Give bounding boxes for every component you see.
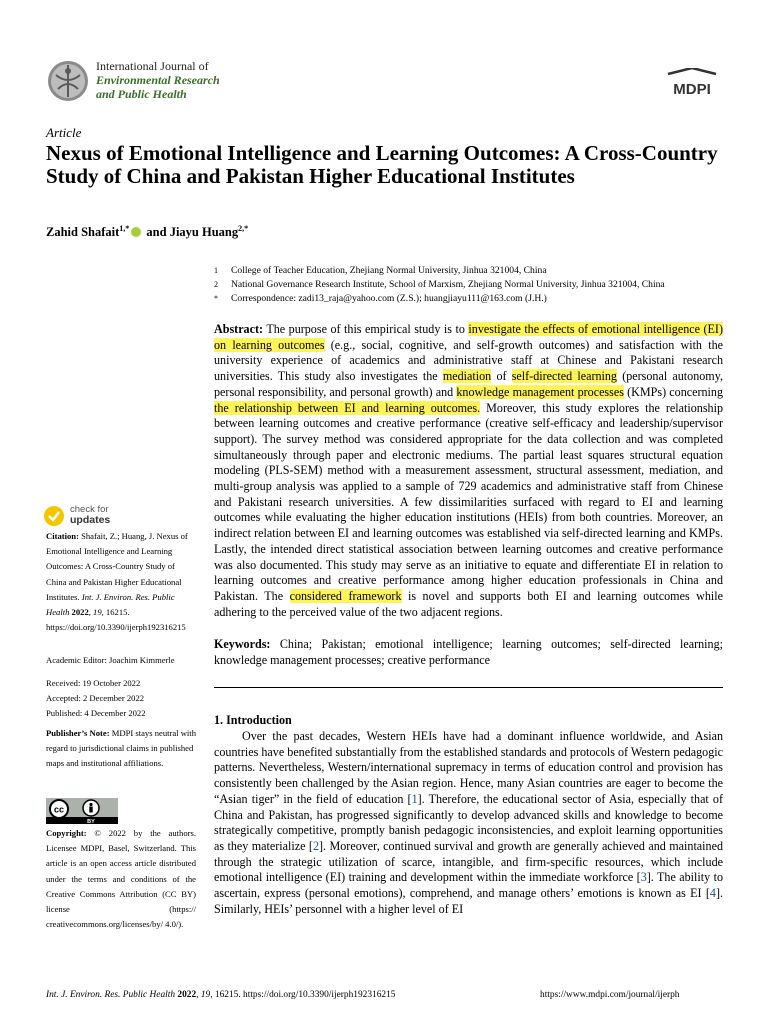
reference-link[interactable]: 2 (312, 838, 320, 853)
citation-year: 2022 (71, 607, 89, 618)
check-for-updates-badge[interactable] (44, 505, 164, 527)
keywords (214, 637, 723, 668)
cc-by-label: BY (87, 819, 95, 824)
affiliation-text: National Governance Research Institute, School of Marxism, Zhejiang Normal University, Jinhua 321004, China (231, 279, 665, 291)
academic-editor: Academic Editor: Joachim Kimmerle (46, 655, 175, 665)
citation-text: Shafait, Z.; Huang, J. Nexus of Emotional Intelligence and Learning Outcomes: A Cross-Country Study of China and Pakistan Higher Educational Institutes. (46, 531, 188, 602)
affiliation-mark: 1 (214, 266, 218, 275)
section-heading: 1. Introduction (214, 713, 292, 727)
svg-text:cc: cc (53, 804, 65, 815)
abstract-text: of (491, 369, 512, 384)
introduction-paragraph (214, 729, 723, 917)
keywords-label: Keywords: (214, 637, 271, 651)
highlight: mediation (442, 369, 492, 384)
abstract-text: (personal autonomy, personal responsibility, and personal growth) and (214, 369, 723, 399)
author-affil-mark: 2,* (238, 223, 249, 233)
highlight: considered framework (289, 588, 402, 603)
affiliation-mark: 2 (214, 280, 218, 290)
footer-year: 2022 (177, 990, 197, 1000)
abstract-text: (KMPs) concerning (623, 384, 724, 399)
mdpi-logo (664, 68, 720, 102)
correspondence-text[interactable]: Correspondence: zadi13_raja@yahoo.com (Z.S.); huangjiayu111@163.com (J.H.) (231, 293, 547, 305)
journal-logo (46, 59, 90, 103)
article-dates (46, 676, 201, 722)
citation-label: Citation: (46, 531, 79, 541)
journal-name (96, 59, 220, 101)
abstract (214, 322, 723, 620)
published-date: Published: 4 December 2022 (46, 708, 146, 719)
reference-link[interactable]: 1 (411, 791, 418, 806)
highlight: self-directed learning (511, 369, 617, 384)
author-name[interactable]: Jiayu Huang (169, 225, 239, 239)
footer-volume: 19 (200, 990, 211, 1000)
abstract-text: Moreover, this study explores the relationship between learning outcomes and creative performance (creative self-efficacy and leadership/supervisor support). The survey method was considered appropriate for the data collection and was completed simultaneously through paper and electronic mediums. The partial least squares structural equation modeling (PLS-SEM) method with a measurement assessment, structural assessment, mediation, and multi-group analysis was applied to a sample of 729 academics and administrative staff from Chinese and Pakistani research universities. A few dissimilarities surfaced with regard to EI and learning outcomes while evaluating the higher education institutions (HEIs) from both countries. Moreover, an indirect relation between EI and learning outcomes was established via self-directed learning and KMPs. Lastly, the intended direct statistical association between learning outcomes and creative performance was also documented. This study may serve as an initiative to equate and differentiate EI in relation to learning outcomes and creative performance among higher education professionals in China and Pakistan. The (214, 400, 723, 603)
affiliation-text: College of Teacher Education, Zhejiang Normal University, Jinhua 321004, China (231, 265, 547, 276)
author-affil-mark: 1,* (119, 223, 130, 233)
copyright-label: Copyright: (46, 828, 87, 838)
author-conjunction: and (146, 225, 167, 239)
check-updates-line1: check for (70, 504, 109, 515)
cc-by-license-icon[interactable] (46, 798, 118, 824)
section-divider (214, 687, 723, 688)
highlight: the relationship between EI and learning outcomes. (214, 400, 481, 415)
footer-journal: Int. J. Environ. Res. Public Health (46, 990, 176, 1000)
abstract-text: is novel and supports both EI and learning outcomes while adhering to the perceived value of the two adjacent regions. (214, 588, 724, 619)
check-updates-line2: updates (70, 514, 111, 526)
footer-citation: Int. J. Environ. Res. Public Health 2022, 19, 16215. https://doi.org/10.3390/ijerph192316215 (46, 990, 396, 1000)
accepted-date: Accepted: 2 December 2022 (46, 693, 145, 704)
affiliations (214, 264, 724, 307)
affiliation-mark: * (214, 294, 218, 304)
pubnote-label: Publisher’s Note: (46, 728, 110, 738)
keywords-text: China; Pakistan; emotional intelligence; learning outcomes; self-directed learning; knowledge management processes; creative performance (214, 637, 723, 667)
publishers-note (46, 726, 196, 772)
mdpi-logo-text: MDPI (673, 81, 711, 98)
correspondence (214, 292, 724, 306)
intro-text: ]. Therefore, the educational sector of Asia, especially that of China and Pakistan, has progressed significantly to develop advanced skills and knowledge to become strategically competitive, promptly banish pedagogic inconsistencies, and exploit learning opportunities as they materialize [ (214, 791, 724, 853)
article-title: Nexus of Emotional Intelligence and Learning Outcomes: A Cross-Country Study of China and Pakistan Higher Educational Institutes (46, 141, 718, 188)
intro-text: Over the past decades, Western HEIs have had a dominant influence worldwide, and Asian countries have benefited substantially from the established standards and protocols of Western pedagogic patterns. Nevertheless, Western/international supremacy in terms of education control and provision has consistently been challenged by the Asian region. Hence, many Asian countries are eager to become the “Asian tiger” in the field of education [ (214, 729, 723, 806)
citation-journal: Int. J. Environ. Res. Public Health (46, 591, 175, 618)
orcid-icon[interactable] (131, 227, 141, 237)
highlight: investigate the effects of emotional intelligence (EI) on learning outcomes (214, 322, 723, 352)
copyright-text: © 2022 by the authors. Licensee MDPI, Basel, Switzerland. This article is an open access article distributed under the terms and conditions of the Creative Commons Attribution (CC BY) license (https:// creativecommons.org/licenses/by/ 4.0/). (46, 828, 196, 930)
received-date: Received: 19 October 2022 (46, 678, 141, 688)
intro-text: ]. Similarly, HEIs’ personnel with a higher level of EI (214, 886, 723, 916)
footer-journal-url[interactable]: https://www.mdpi.com/journal/ijerph (540, 990, 680, 1000)
author-name[interactable]: Zahid Shafait (46, 225, 120, 239)
abstract-label: Abstract: (214, 322, 264, 336)
abstract-text: The purpose of this empirical study is to (266, 322, 469, 336)
article-type: Article (46, 125, 82, 140)
affiliation-item (214, 264, 724, 278)
author-list (46, 225, 248, 240)
citation-doi[interactable]: , 16215. https://doi.org/10.3390/ijerph192316215 (46, 607, 186, 633)
intro-text: ]. The ability to ascertain, express (personal emotions), comprehend, and manage others’ emotions is known as EI [ (214, 870, 724, 901)
intro-text: ]. Moreover, continued survival and growth are generally achieved and maintained through the strategic utilization of scarce, intangible, and firm-specific resources, which include emotional intelligence (EI) training and development within the immediate workforce [ (214, 838, 723, 885)
copyright-notice (46, 826, 196, 932)
journal-line-1: International Journal of (96, 59, 209, 73)
reference-link[interactable]: 4 (709, 886, 716, 901)
journal-line-3: and Public Health (96, 87, 187, 101)
citation-block: Citation: Shafait, Z.; Huang, J. Nexus of Emotional Intelligence and Learning Outcomes: A Cross-Country Study of China and Pakistan Higher Educational Institutes. Int. J. Environ. Res. Public Health 2022, 19, 16215. https://doi.org/10.3390/ijerph192316215 (46, 531, 188, 633)
highlight: knowledge management processes (456, 384, 624, 399)
footer-doi[interactable]: , 16215. https://doi.org/10.3390/ijerph192316215 (210, 990, 396, 1000)
pubnote-text: MDPI stays neutral with regard to jurisdictional claims in published maps and institutional affiliations. (46, 728, 196, 769)
affiliation-item (214, 278, 724, 292)
reference-link[interactable]: 3 (640, 870, 647, 885)
check-updates-icon (44, 506, 64, 526)
journal-line-2: Environmental Research (96, 73, 220, 87)
citation-volume: 19 (93, 607, 102, 618)
abstract-text: (e.g., social, cognitive, and self-growth outcomes) and satisfaction with the university experience of academics and administrative staff at Chinese and Pakistani research universities. This study also investigates the (214, 337, 723, 384)
